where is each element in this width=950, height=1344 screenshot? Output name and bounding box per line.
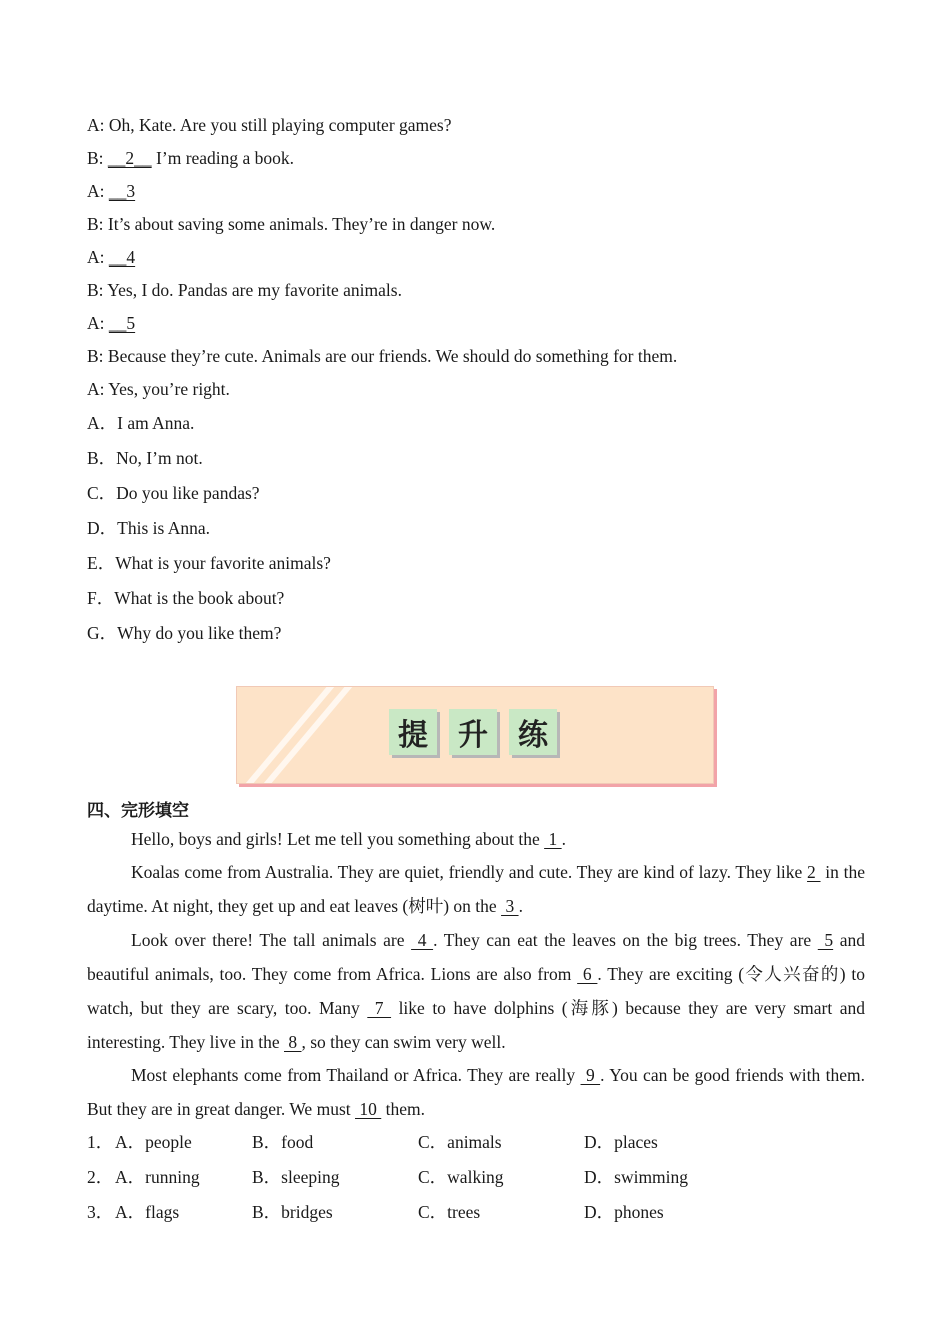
banner-stripe <box>236 686 365 784</box>
question-number: 3． <box>87 1202 114 1222</box>
blank-10[interactable]: 10 <box>355 1099 382 1119</box>
choice-d[interactable]: D．swimming <box>584 1167 689 1187</box>
option-e: E．What is your favorite animals? <box>87 553 331 573</box>
option-a: A．I am Anna. <box>87 413 195 433</box>
banner-stripe <box>236 686 347 784</box>
choice-c[interactable]: C．walking <box>418 1167 504 1187</box>
choice-d[interactable]: D．phones <box>584 1202 664 1222</box>
choice-a[interactable]: A．people <box>115 1132 192 1152</box>
choice-c[interactable]: C．trees <box>418 1202 481 1222</box>
answer-blank[interactable]: __5 <box>108 313 136 333</box>
blank-8[interactable]: 8 <box>284 1032 302 1052</box>
section-heading: 四、完形填空 <box>87 801 189 821</box>
blank-5[interactable]: 5 <box>817 930 834 950</box>
option-d: D．This is Anna. <box>87 518 210 538</box>
choice-d[interactable]: D．places <box>584 1132 658 1152</box>
passage-paragraph: Koalas come from Australia. They are quiet, friendly and cute. They are kind of lazy. They like 2 in the daytime. At night, they get up and eat leaves (树叶) on the 3 . <box>87 862 865 916</box>
choice-b[interactable]: B．food <box>252 1132 314 1152</box>
blank-2[interactable]: 2 <box>807 862 821 882</box>
answer-blank[interactable]: __4 <box>108 247 136 267</box>
option-f: F．What is the book about? <box>87 588 285 608</box>
blank-7[interactable]: 7 <box>367 998 392 1018</box>
dialogue-line: A: __3 <box>87 181 136 201</box>
dialogue-line: A: Yes, you’re right. <box>87 379 230 399</box>
passage-paragraph: Hello, boys and girls! Let me tell you something about the 1 . <box>131 829 566 849</box>
banner-char: 练 <box>509 709 557 755</box>
dialogue-line: A: __4 <box>87 247 136 267</box>
banner-char: 升 <box>449 709 497 755</box>
choice-a[interactable]: A．running <box>115 1167 200 1187</box>
blank-4[interactable]: 4 <box>411 930 434 950</box>
question-number: 1． <box>87 1132 114 1152</box>
option-c: C．Do you like pandas? <box>87 483 260 503</box>
blank-1[interactable]: 1 <box>544 829 562 849</box>
dialogue-line: A: __5 <box>87 313 136 333</box>
banner-title <box>389 709 557 755</box>
choice-a[interactable]: A．flags <box>115 1202 180 1222</box>
answer-blank[interactable]: __3 <box>108 181 136 201</box>
dialogue-line: B: It’s about saving some animals. They’re in danger now. <box>87 214 496 234</box>
dialogue-line: B: Because they’re cute. Animals are our friends. We should do something for them. <box>87 346 678 366</box>
choice-b[interactable]: B．bridges <box>252 1202 333 1222</box>
question-row <box>87 1131 867 1153</box>
choice-b[interactable]: B．sleeping <box>252 1167 340 1187</box>
blank-9[interactable]: 9 <box>580 1065 601 1085</box>
section-banner <box>236 686 714 784</box>
option-g: G．Why do you like them? <box>87 623 282 643</box>
passage-paragraph: Look over there! The tall animals are 4 . They can eat the leaves on the big trees. They are 5 and beautiful animals, too. They come from Africa. Lions are also from 6 . They are exciting (令人兴奋的) to watch, but they are scary, too. Many 7 like to have dolphins (海豚) because they are very smart and interesting. They live in the 8 , so they can swim very well. <box>87 930 866 1052</box>
blank-3[interactable]: 3 <box>501 896 519 916</box>
dialogue-line: B: __2__ I’m reading a book. <box>87 148 295 168</box>
banner-char: 提 <box>389 709 437 755</box>
answer-blank[interactable]: __2__ <box>107 148 152 168</box>
passage-paragraph: Most elephants come from Thailand or Africa. They are really 9 . You can be good friends with them. But they are in great danger. We must 10 them. <box>87 1065 865 1119</box>
question-row <box>87 1166 867 1188</box>
choice-c[interactable]: C．animals <box>418 1132 502 1152</box>
question-row <box>87 1201 867 1223</box>
question-number: 2． <box>87 1167 114 1187</box>
option-b: B．No, I’m not. <box>87 448 203 468</box>
dialogue-line: A: Oh, Kate. Are you still playing computer games? <box>87 115 452 135</box>
blank-6[interactable]: 6 <box>577 964 598 984</box>
dialogue-line: B: Yes, I do. Pandas are my favorite animals. <box>87 280 402 300</box>
